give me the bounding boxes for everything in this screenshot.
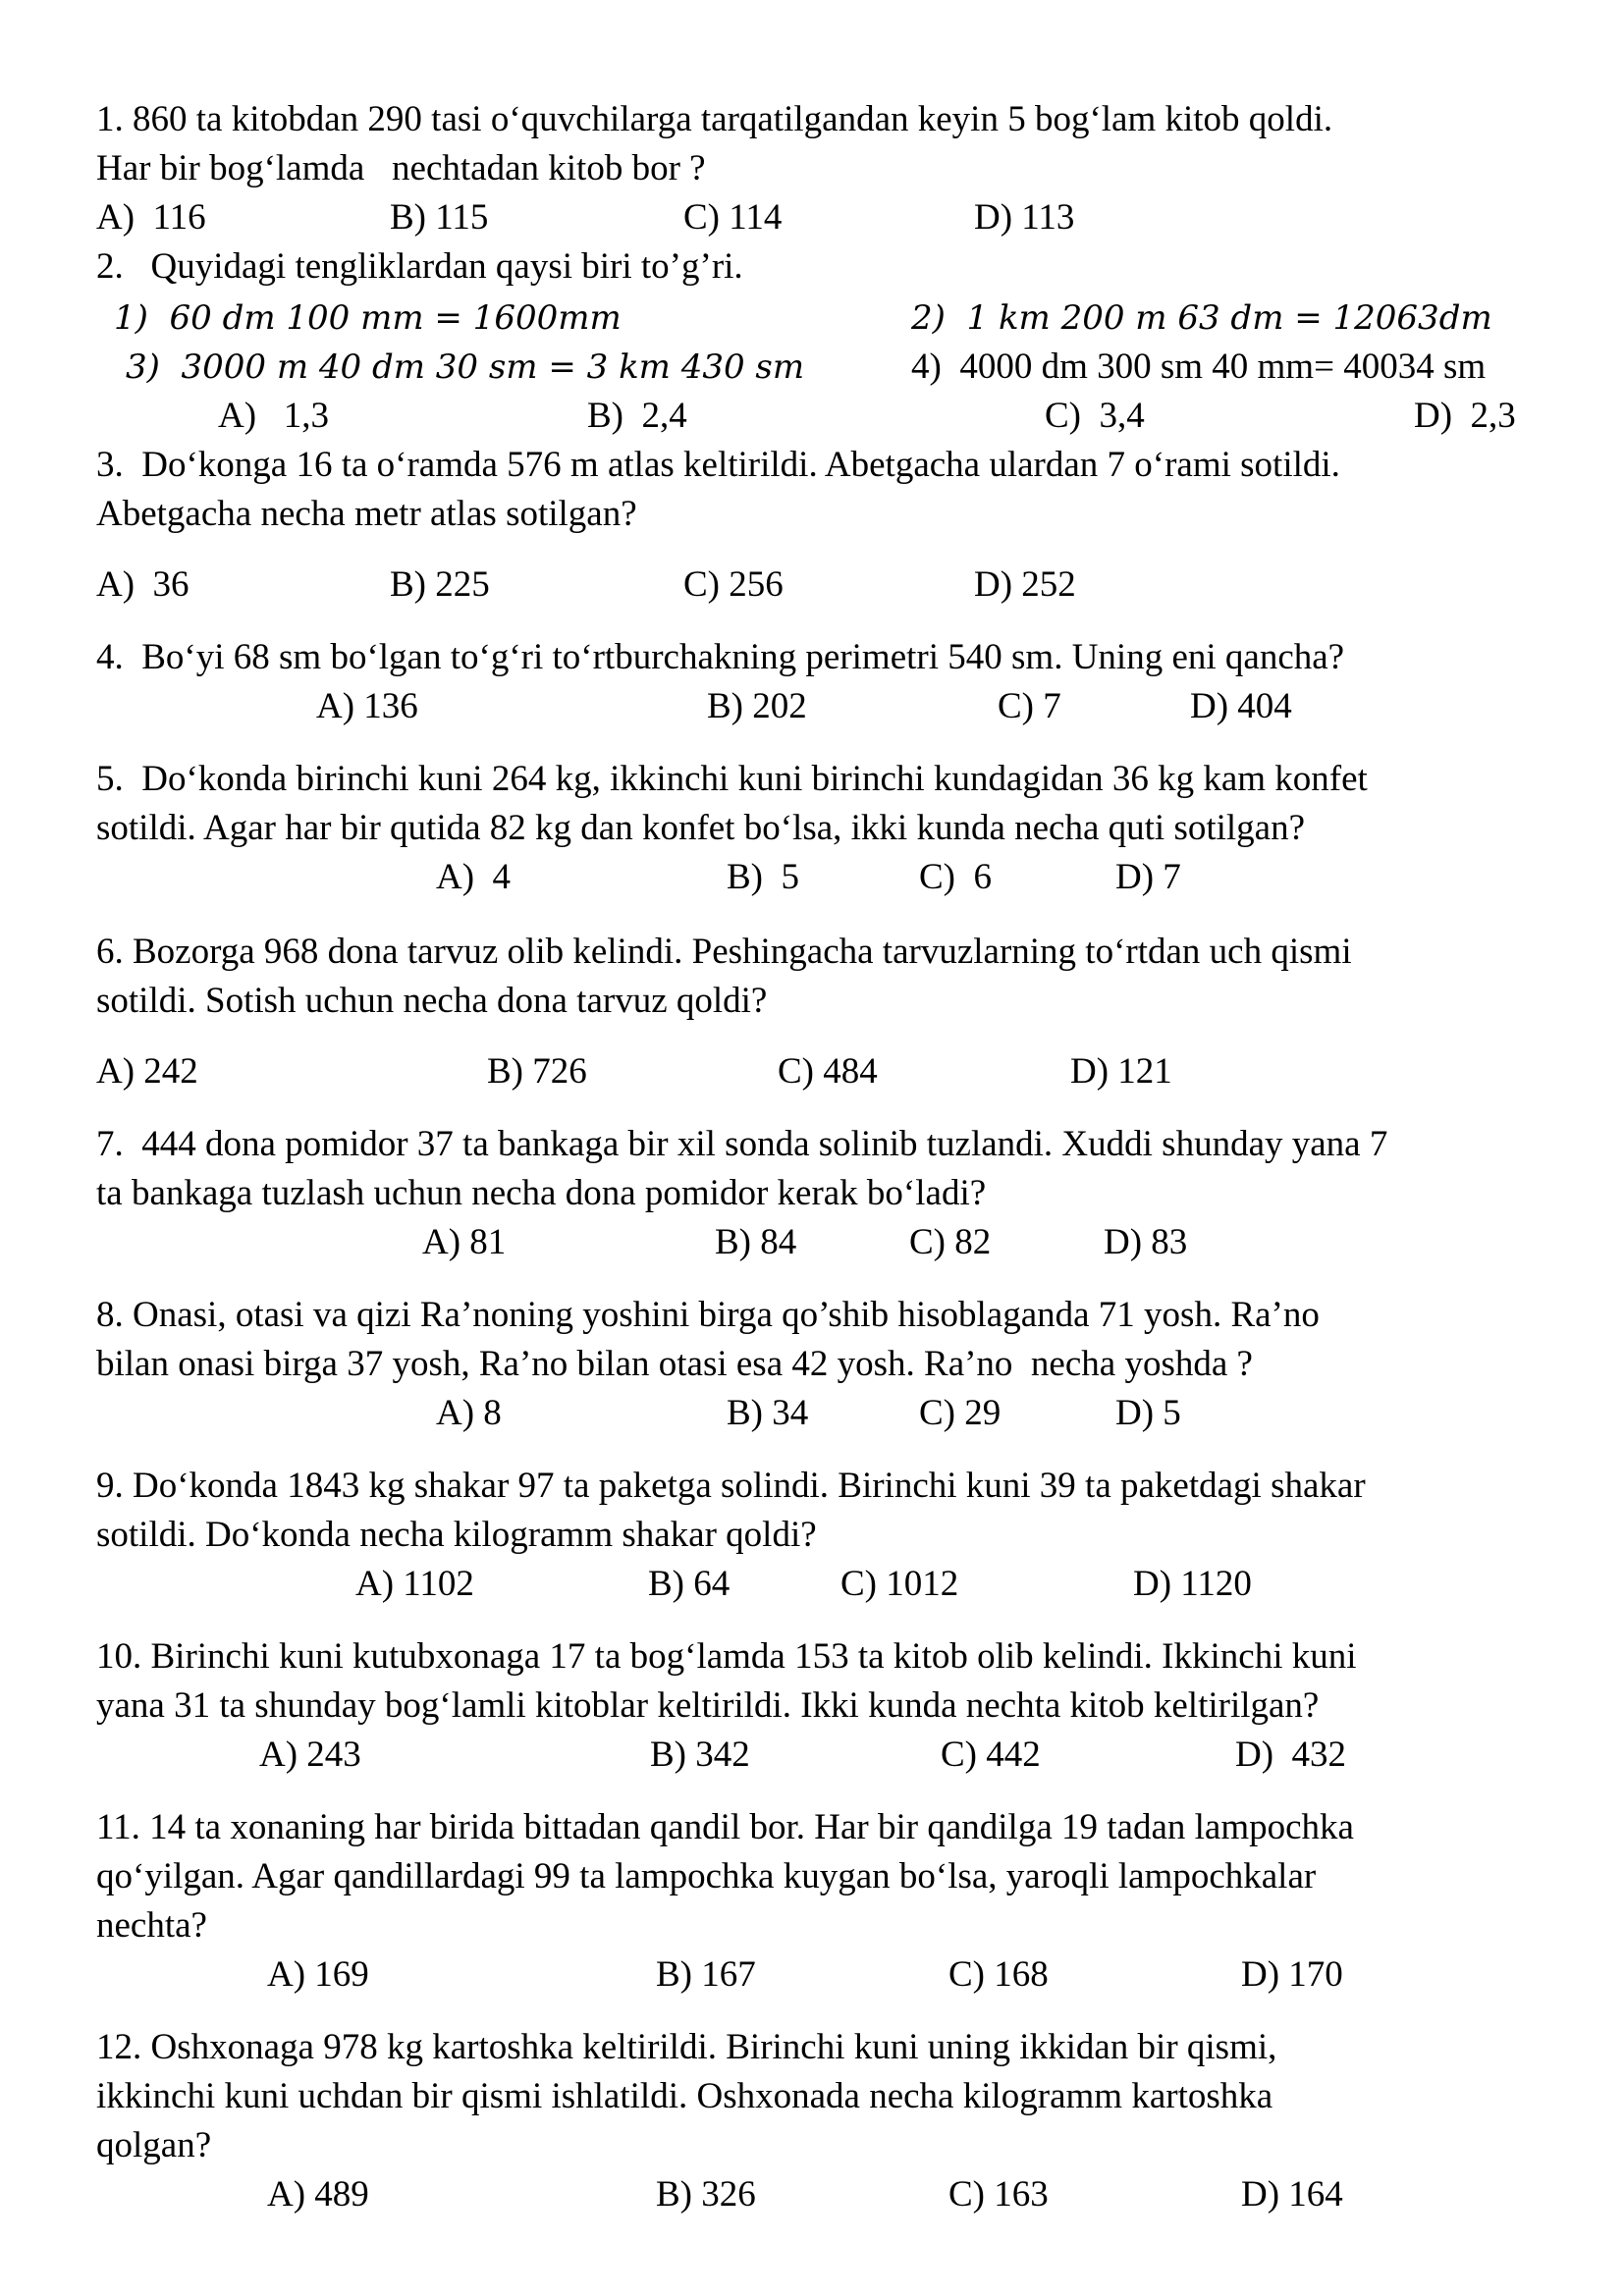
question-8-option-c: C) 29 (919, 1393, 1001, 1433)
question-9-option-d: D) 1120 (1133, 1564, 1252, 1604)
question-1-line-1: 1. 860 ta kitobdan 290 tasi o‘quvchilarga tarqatilgandan keyin 5 bog‘lam kitob qoldi. (96, 99, 1333, 139)
question-4-line-1: 4. Bo‘yi 68 sm bo‘lgan to‘g‘ri to‘rtburchakning perimetri 540 sm. Uning eni qancha? (96, 637, 1345, 677)
question-2-statement-1: 1) 60 dm 100 mm = 1600mm (114, 298, 622, 338)
question-9-option-b: B) 64 (648, 1564, 731, 1604)
question-6-line-2: sotildi. Sotish uchun necha dona tarvuz qoldi? (96, 981, 768, 1021)
question-7-option-d: D) 83 (1104, 1222, 1188, 1262)
question-4-option-b: B) 202 (707, 686, 807, 726)
question-7-option-c: C) 82 (909, 1222, 992, 1262)
question-8-line-1: 8. Onasi, otasi va qizi Ra’noning yoshini birga qo’shib hisoblaganda 71 yosh. Ra’no (96, 1295, 1320, 1335)
question-4-option-d: D) 404 (1190, 686, 1292, 726)
question-12-option-a: A) 489 (267, 2174, 369, 2215)
question-12-option-d: D) 164 (1241, 2174, 1343, 2215)
question-6-option-d: D) 121 (1070, 1051, 1172, 1092)
question-7-line-2: ta bankaga tuzlash uchun necha dona pomidor kerak bo‘ladi? (96, 1173, 987, 1213)
question-12-line-2: ikkinchi kuni uchdan bir qismi ishlatildi. Oshxonada necha kilogramm kartoshka (96, 2076, 1273, 2116)
question-10-option-b: B) 342 (650, 1735, 750, 1775)
question-5-option-c: C) 6 (919, 857, 992, 897)
question-1-option-b: B) 115 (390, 197, 489, 238)
question-12-option-c: C) 163 (948, 2174, 1049, 2215)
question-3-option-b: B) 225 (390, 564, 490, 605)
question-11-line-1: 11. 14 ta xonaning har birida bittadan qandil bor. Har bir qandilga 19 tadan lampochka (96, 1807, 1354, 1847)
question-12-line-3: qolgan? (96, 2125, 212, 2165)
question-3-option-d: D) 252 (974, 564, 1076, 605)
question-11-option-d: D) 170 (1241, 1954, 1343, 1995)
question-2-line-1: 2. Quyidagi tengliklardan qaysi biri to’g’ri. (96, 246, 743, 287)
question-7-option-a: A) 81 (422, 1222, 507, 1262)
question-5-line-2: sotildi. Agar har bir qutida 82 kg dan konfet bo‘lsa, ikki kunda necha quti sotilgan? (96, 808, 1306, 848)
question-8-option-d: D) 5 (1115, 1393, 1181, 1433)
question-12-option-b: B) 326 (656, 2174, 756, 2215)
question-5-line-1: 5. Do‘konda birinchi kuni 264 kg, ikkinchi kuni birinchi kundagidan 36 kg kam konfet (96, 759, 1368, 799)
question-2-option-b: B) 2,4 (587, 396, 687, 436)
question-9-line-1: 9. Do‘konda 1843 kg shakar 97 ta paketga solindi. Birinchi kuni 39 ta paketdagi shakar (96, 1466, 1366, 1506)
question-9-option-a: A) 1102 (355, 1564, 474, 1604)
question-11-option-c: C) 168 (948, 1954, 1049, 1995)
question-3-option-a: A) 36 (96, 564, 189, 605)
question-2-option-a: A) 1,3 (218, 396, 330, 436)
question-5-option-b: B) 5 (727, 857, 799, 897)
question-10-option-c: C) 442 (941, 1735, 1041, 1775)
question-11-line-2: qo‘yilgan. Agar qandillardagi 99 ta lampochka kuygan bo‘lsa, yaroqli lampochkalar (96, 1856, 1317, 1896)
question-1-option-a: A) 116 (96, 197, 206, 238)
question-1-option-c: C) 114 (683, 197, 783, 238)
question-3-option-c: C) 256 (683, 564, 784, 605)
question-7-line-1: 7. 444 dona pomidor 37 ta bankaga bir xil sonda solinib tuzlandi. Xuddi shunday yana 7 (96, 1124, 1388, 1164)
question-6-option-b: B) 726 (487, 1051, 587, 1092)
question-9-line-2: sotildi. Do‘konda necha kilogramm shakar qoldi? (96, 1515, 817, 1555)
question-5-option-a: A) 4 (436, 857, 512, 897)
question-5-option-d: D) 7 (1115, 857, 1181, 897)
question-2-statement-2: 2) 1 km 200 m 63 dm = 12063dm (911, 298, 1492, 338)
question-11-line-3: nechta? (96, 1905, 207, 1946)
question-8-option-b: B) 34 (727, 1393, 809, 1433)
question-3-line-1: 3. Do‘konga 16 ta o‘ramda 576 m atlas keltirildi. Abetgacha ulardan 7 o‘rami sotildi. (96, 445, 1340, 485)
question-8-line-2: bilan onasi birga 37 yosh, Ra’no bilan otasi esa 42 yosh. Ra’no necha yoshda ? (96, 1344, 1253, 1384)
question-12-line-1: 12. Oshxonaga 978 kg kartoshka keltirildi. Birinchi kuni uning ikkidan bir qismi, (96, 2027, 1277, 2067)
question-11-option-b: B) 167 (656, 1954, 756, 1995)
question-10-option-a: A) 243 (259, 1735, 361, 1775)
question-6-line-1: 6. Bozorga 968 dona tarvuz olib kelindi. Peshingacha tarvuzlarning to‘rtdan uch qismi (96, 932, 1352, 972)
question-4-option-c: C) 7 (998, 686, 1061, 726)
question-10-line-2: yana 31 ta shunday bog‘lamli kitoblar keltirildi. Ikki kunda nechta kitob keltirilgan? (96, 1685, 1320, 1726)
question-6-option-a: A) 242 (96, 1051, 198, 1092)
question-6-option-c: C) 484 (778, 1051, 878, 1092)
question-2-option-c: C) 3,4 (1045, 396, 1145, 436)
question-2-statement-3: 3) 3000 m 40 dm 30 sm = 3 km 430 sm (126, 347, 805, 387)
question-11-option-a: A) 169 (267, 1954, 369, 1995)
question-2-statement-4: 4) 4000 dm 300 sm 40 mm= 40034 sm (911, 347, 1487, 387)
question-1-option-d: D) 113 (974, 197, 1075, 238)
question-1-line-2: Har bir bog‘lamda nechtadan kitob bor ? (96, 148, 706, 188)
question-9-option-c: C) 1012 (840, 1564, 959, 1604)
question-7-option-b: B) 84 (715, 1222, 797, 1262)
question-4-option-a: A) 136 (316, 686, 418, 726)
question-8-option-a: A) 8 (436, 1393, 502, 1433)
question-2-option-d: D) 2,3 (1414, 396, 1516, 436)
question-10-option-d: D) 432 (1235, 1735, 1347, 1775)
question-3-line-2: Abetgacha necha metr atlas sotilgan? (96, 494, 637, 534)
question-10-line-1: 10. Birinchi kuni kutubxonaga 17 ta bog‘lamda 153 ta kitob olib kelindi. Ikkinchi kuni (96, 1636, 1357, 1677)
